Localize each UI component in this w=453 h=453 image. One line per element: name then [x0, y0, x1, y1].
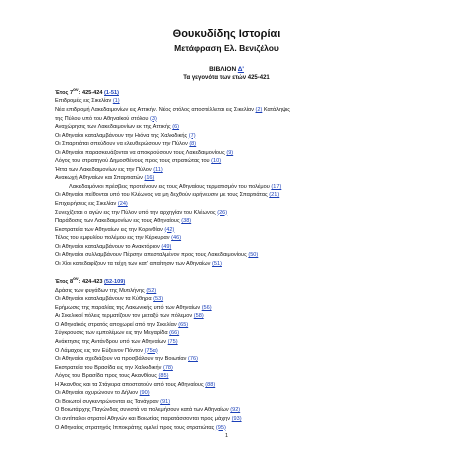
- toc-entry: [55, 234, 415, 243]
- toc-entry: [55, 132, 415, 141]
- toc-entry: [55, 115, 415, 124]
- toc-entry-text: Οι Αθηναίοι σχεδιάζουν να προσβάλουν την Βοιωτίαν: [55, 356, 189, 363]
- toc-entry: [55, 312, 415, 321]
- toc-entry-text: Οι αντίπαλοι στρατοί Αθηνών και Βοιωτίας παρατάσσονται προς μάχην: [55, 415, 232, 422]
- toc-entry: [55, 200, 415, 209]
- chapter-link[interactable]: (51): [211, 260, 222, 267]
- toc-entry: [55, 183, 415, 192]
- chapter-link[interactable]: (26): [217, 209, 228, 216]
- toc-entry-text: Κατάληψις: [262, 106, 290, 113]
- toc-entry: [55, 398, 415, 407]
- chapter-link[interactable]: (38): [181, 218, 192, 225]
- toc-entry-text: Οι Αθηναίοι οχυρώνουν το Δήλιον: [55, 390, 140, 397]
- toc-entry: [55, 174, 415, 183]
- toc-entry: [55, 304, 415, 313]
- toc-entry: [55, 123, 415, 132]
- chapter-link[interactable]: (46): [171, 235, 182, 242]
- chapter-link[interactable]: (1): [112, 98, 120, 105]
- toc-entry-text: Δράσις των φυγάδων της Μυτιλήνης: [55, 287, 147, 294]
- toc-entry-text: Παράδοσις των Λακεδαιμονίων εις τους Αθηναίους: [55, 218, 182, 225]
- chapter-link[interactable]: (76): [188, 356, 198, 363]
- book-heading: [0, 66, 453, 73]
- toc-entry-text: Αι Σικελικοί πόλεις τερματίζουν τον μεταξύ των πόλεμον: [55, 313, 194, 320]
- document-subtitle: Μετάφραση Ελ. Βενιζέλου: [174, 43, 279, 53]
- chapter-link[interactable]: (11): [153, 166, 163, 173]
- toc-entry-text: Εκστρατεία του Βρασίδα εις την Χαλκιδικήν: [55, 364, 163, 371]
- toc-entry-text: Οι Αθηναίοι παρασκευάζονται να αποκρούσουν τους Λακεδαιμονίους: [55, 149, 227, 156]
- toc-entry: [55, 389, 415, 398]
- chapter-link[interactable]: (52): [146, 287, 157, 294]
- chapter-link[interactable]: (75α): [144, 347, 158, 354]
- book-label: ΒΙΒΛΙΟΝ: [209, 66, 238, 73]
- toc-entry-text: Οι Χίοι κατεδαφίζουν τα τείχη των κατ' απαίτησιν των Αθηναίων: [55, 260, 212, 267]
- toc-section: [55, 287, 415, 432]
- toc-entry-text: Λόγος του στρατηγού Δημοσθένους προς τους στρατιώτας του: [55, 158, 212, 165]
- toc-entry: [55, 364, 415, 373]
- toc-entry-text: Λόγος του Βρασίδα προς τους Ακανθίους: [55, 373, 159, 380]
- toc-entry: [55, 149, 415, 158]
- toc-entry-text: της Πύλου υπό του Αθηναϊκού στόλου: [55, 115, 151, 122]
- chapter-link[interactable]: (10): [211, 158, 222, 165]
- chapter-link[interactable]: (8): [189, 141, 197, 148]
- chapter-link[interactable]: (91): [160, 398, 171, 405]
- toc-entry-text: Επιδρομές εις Σικελίαν: [55, 98, 113, 105]
- chapter-link[interactable]: (3): [150, 115, 157, 122]
- toc-entry-text: Ο Λάμαχος εις τον Εύξεινον Πόντον: [55, 347, 145, 354]
- toc-entry: [55, 209, 415, 218]
- chapter-link[interactable]: (66): [169, 330, 180, 337]
- toc-entry: [55, 251, 415, 260]
- toc-entry: [55, 287, 415, 296]
- toc-entry: [55, 260, 415, 269]
- toc-entry-text: Εκστρατεία των Αθηναίων εις την Κορινθίαν: [55, 226, 165, 233]
- toc-entry: [55, 381, 415, 390]
- toc-entry-text: Η Άκανθος και τα Στάγειρα αποστατούν από τους Αθηναίους: [55, 381, 206, 388]
- toc-entry-text: Οι Αθηναίοι καταλαμβάνουν τα Κύθηρα: [55, 296, 154, 303]
- toc-entry-text: Νέα επιδρομή Λακεδαιμονίων εις Αττικήν. Νέος στόλος αποστέλλεται εις Σικελίαν: [55, 106, 256, 113]
- toc-entry-text: Οι Σπαρτιάται σπεύδουν να ελευθερώσουν την Πύλον: [55, 141, 190, 148]
- toc-entry: [55, 424, 415, 433]
- chapter-link[interactable]: (9): [226, 149, 234, 156]
- toc-entry: [55, 97, 415, 106]
- year-heading: Έτος $7^{o\nu}$: 425-424 (1-51): [55, 87, 119, 96]
- book-number-link[interactable]: Δ': [237, 66, 244, 73]
- toc-entry: [55, 157, 415, 166]
- chapter-link[interactable]: (92): [230, 407, 241, 414]
- toc-entry: [55, 372, 415, 381]
- chapter-link[interactable]: (2): [255, 106, 263, 113]
- chapter-link[interactable]: (50): [248, 252, 259, 259]
- toc-entry-text: Οι Αθηναίοι συλλαμβάνουν Πέρσην απεσταλμένον προς τους Λακεδαιμονίους: [55, 252, 249, 259]
- toc-entry-text: Ανάκτησις της Αντάνδρου υπό των Αθηναίων: [55, 339, 168, 346]
- chapter-link[interactable]: (7): [188, 132, 196, 139]
- document-title: Θουκυδίδης Ιστορίαι: [172, 28, 281, 40]
- toc-entry: [55, 243, 415, 252]
- toc-entry: [55, 191, 415, 200]
- toc-entry: [55, 347, 415, 356]
- chapter-link[interactable]: (42): [164, 226, 175, 233]
- toc-entry-text: Οι Αθηναίοι καταλαμβάνουν την Ηιόνα της Χαλκιδικής: [55, 132, 189, 139]
- chapter-link[interactable]: (53): [153, 296, 164, 303]
- toc-entry-text: Ο Αθηναίος στρατηγός Ιπποκράτης ομιλεί προς τους στρατιώτας: [55, 424, 216, 431]
- toc-entry-text: Αναχώρησις των Λακεδαιμονίων εκ της Αττικής: [55, 124, 173, 131]
- table-of-contents: [55, 86, 415, 432]
- toc-entry: [55, 140, 415, 149]
- toc-entry: [55, 217, 415, 226]
- toc-entry-text: Επιχειρήσεις εις Σικελίαν: [55, 200, 118, 207]
- page-number: 1: [224, 433, 229, 439]
- year-range-link[interactable]: (52-109): [104, 279, 126, 286]
- toc-entry: [55, 321, 415, 330]
- toc-entry-text: Ανακωχή Αθηναίων και Σπαρτιατών: [55, 175, 145, 182]
- toc-entry: [55, 338, 415, 347]
- toc-entry-text: Οι Αθηναίοι καταλαμβάνουν το Ανακτόριον: [55, 243, 162, 250]
- chapter-link[interactable]: (17): [271, 183, 282, 190]
- toc-entry: [55, 226, 415, 235]
- toc-entry-text: Τέλος του εμφυλίου πολέμου εις την Κέρκυραν: [55, 235, 172, 242]
- chapter-link[interactable]: (75): [167, 339, 178, 346]
- chapter-link[interactable]: (49): [161, 243, 172, 250]
- toc-entry-text: Ο Αθηναϊκός στρατός αποχωρεί από την Σικελίαν: [55, 321, 179, 328]
- toc-entry-text: Ο Βοιωτάρχης Παγώνδας συνιστά να πολεμήσουν κατά των Αθηναίων: [55, 407, 231, 414]
- toc-entry: [55, 106, 415, 115]
- toc-entry-text: Οι Αθηναίοι πείθονται υπό του Κλέωνος να μη δεχθούν ειρήνευσιν με τους Σπαρτιάτας: [55, 192, 270, 199]
- toc-entry: [55, 295, 415, 304]
- chapter-link[interactable]: (78): [162, 364, 173, 371]
- toc-entry-text: Συνεχίζεται ο αγών εις την Πύλον υπό την αρχηγίαν του Κλέωνος: [55, 209, 218, 216]
- chapter-link[interactable]: (6): [172, 124, 180, 131]
- chapter-link[interactable]: (24): [117, 200, 128, 207]
- year-heading: Έτος $8^{o\nu}$: 424-423 (52-109): [55, 276, 126, 286]
- chapter-link[interactable]: (90): [139, 390, 150, 397]
- toc-entry-text: Οι Βοιωτοί συγκεντρώνονται εις Τανάγραν: [55, 398, 161, 405]
- chapter-link[interactable]: (85): [158, 373, 169, 380]
- chapter-link[interactable]: (56): [201, 304, 212, 311]
- toc-entry: [55, 415, 415, 424]
- toc-entry: [55, 329, 415, 338]
- year-range-link[interactable]: (1-51): [104, 89, 119, 96]
- chapter-link[interactable]: (65): [178, 321, 189, 328]
- chapter-link[interactable]: (21): [269, 192, 280, 199]
- chapter-link[interactable]: (16): [144, 175, 155, 182]
- chapter-link[interactable]: (93): [231, 415, 242, 422]
- toc-entry-text: Σύγκρουσις των εμπολέμων εις την Μεγαρίδα: [55, 330, 170, 337]
- chapter-link[interactable]: (58): [193, 313, 204, 320]
- toc-entry: [55, 166, 415, 175]
- toc-entry-text: Λακεδαιμόνιοι πρέσβεις προτείνουν εις τους Αθηναίους τερματισμόν του πολέμου: [69, 183, 272, 190]
- toc-entry: [55, 406, 415, 415]
- toc-entry: [55, 355, 415, 364]
- toc-section: [55, 97, 415, 268]
- toc-entry-text: Ερήμωσις της παραλίας της Λακωνικής υπό των Αθηναίων: [55, 304, 202, 311]
- chapter-link[interactable]: (88): [205, 381, 216, 388]
- chapter-link[interactable]: (95): [215, 424, 226, 431]
- book-subtitle: Τα γεγονότα των ετών 425-421: [183, 75, 270, 81]
- toc-entry-text: Ήττα των Λακεδαιμονίων εις την Πύλον: [55, 166, 154, 173]
